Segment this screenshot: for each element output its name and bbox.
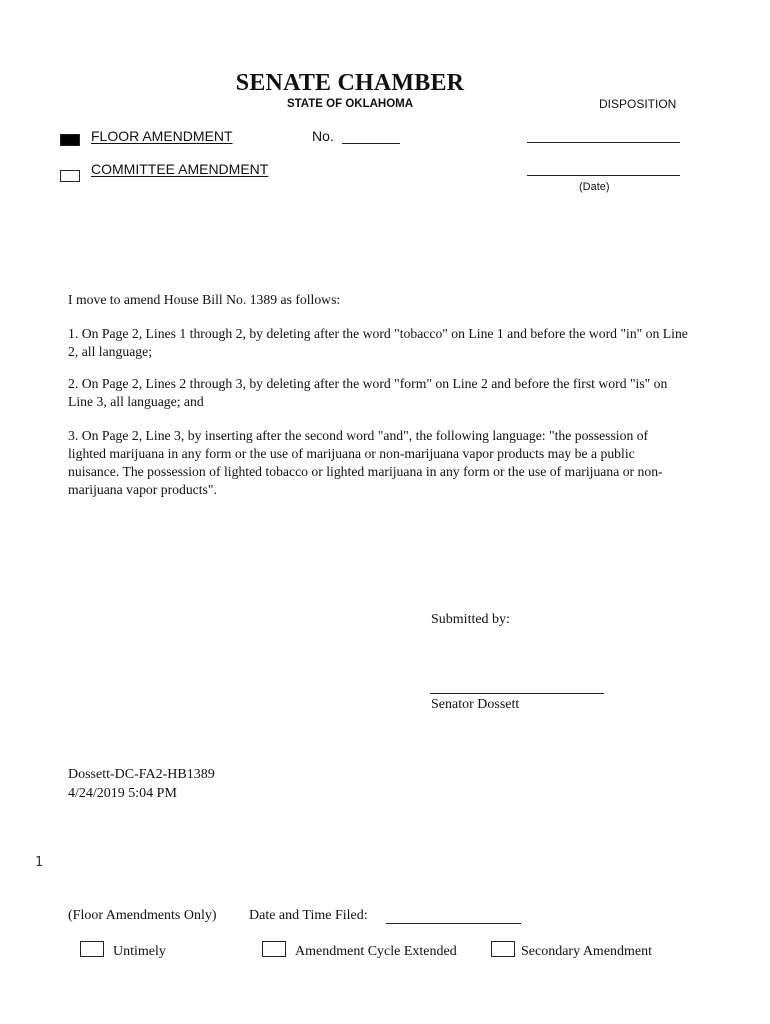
date-caption: (Date) xyxy=(579,181,610,193)
signature-line xyxy=(430,693,604,694)
floor-amendment-checkbox[interactable] xyxy=(60,134,80,146)
amendment-number-field[interactable] xyxy=(342,143,400,144)
untimely-label: Untimely xyxy=(113,944,166,959)
committee-amendment-checkbox[interactable] xyxy=(60,170,80,182)
disposition-date-line[interactable] xyxy=(527,175,680,176)
document-id: Dossett-DC-FA2-HB1389 xyxy=(68,767,215,782)
disposition-label: DISPOSITION xyxy=(599,97,677,111)
secondary-amendment-label: Secondary Amendment xyxy=(521,944,653,959)
page-number: 1 xyxy=(35,855,43,870)
committee-amendment-label: COMMITTEE AMENDMENT xyxy=(91,161,269,177)
amendment-item-1: 1. On Page 2, Lines 1 through 2, by deleting after the word "tobacco" on Line 1 and before the word "in" on Line 2, all language; xyxy=(68,326,688,359)
page-title: SENATE CHAMBER xyxy=(235,70,465,96)
untimely-checkbox[interactable] xyxy=(80,941,104,957)
floor-amendment-label: FLOOR AMENDMENT xyxy=(91,128,233,144)
amendment-cycle-extended-checkbox[interactable] xyxy=(262,941,286,957)
document-timestamp: 4/24/2019 5:04 PM xyxy=(68,786,177,801)
date-time-filed-field[interactable] xyxy=(386,923,521,924)
amendment-item-2: 2. On Page 2, Lines 2 through 3, by deleting after the word "form" on Line 2 and before the first word "is" on Line 3, all language; and xyxy=(68,376,668,409)
amendment-number-label: No. xyxy=(312,128,334,144)
disposition-line[interactable] xyxy=(527,142,680,143)
amendment-cycle-extended-label: Amendment Cycle Extended xyxy=(295,944,457,959)
submitted-by-label: Submitted by: xyxy=(431,612,510,627)
amendment-item-3: 3. On Page 2, Line 3, by inserting after the second word "and", the following language: "the possession of lighted marijuana in any form or the use of marijuana or non-marijuana vapor products may be a public nuisance. The possession of lighted tobacco or lighted marijuana in any form or the use of marijuana or non-marijuana vapor products". xyxy=(68,428,663,497)
floor-only-note: (Floor Amendments Only) xyxy=(68,908,217,923)
state-subtitle: STATE OF OKLAHOMA xyxy=(286,98,414,110)
amendment-intro: I move to amend House Bill No. 1389 as follows: xyxy=(68,292,341,307)
date-time-filed-label: Date and Time Filed: xyxy=(249,908,368,923)
secondary-amendment-checkbox[interactable] xyxy=(491,941,515,957)
senator-name: Senator Dossett xyxy=(431,697,520,712)
